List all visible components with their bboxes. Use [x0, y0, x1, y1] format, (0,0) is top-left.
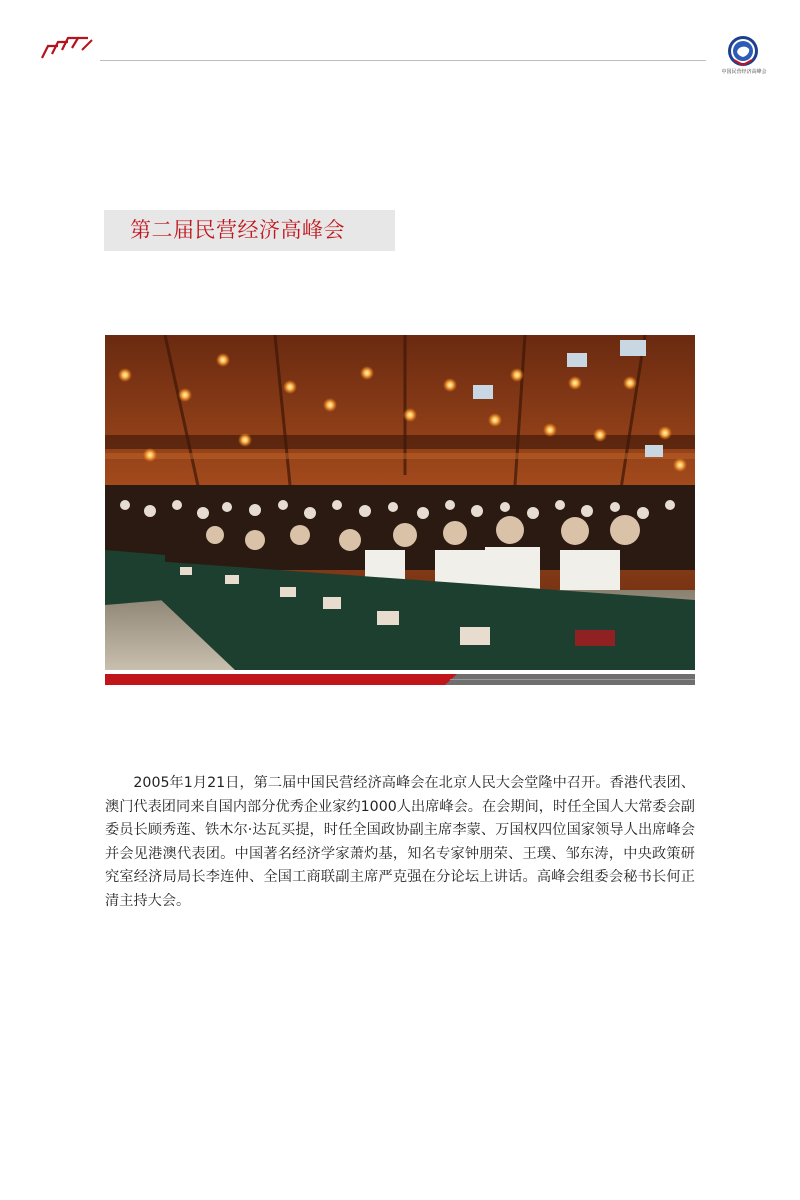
summit-emblem-icon — [726, 34, 760, 68]
conference-hall-photo — [105, 335, 695, 670]
publisher-logo-icon — [38, 36, 94, 72]
article-paragraph: 2005年1月21日，第二届中国民营经济高峰会在北京人民大会堂隆中召开。香港代表团、澳门代表团同来自国内部分优秀企业家约1000人出席峰会。在会期间，时任全国人大常委会副委员长顾秀莲、铁木尔·达瓦买提，时任全国政协副主席李蒙、万国权四位国家领导人出席峰会并会见港澳代表团。中国著名经济学家萧灼基，知名专家钟朋荣、王璞、邹东涛，中央政策研究室经济局局长李连仲、全国工商联副主席严克强在分论坛上讲话。高峰会组委会秘书长何正清主持大会。 — [105, 775, 695, 909]
accent-bar-red — [105, 674, 457, 685]
section-title: 第二届民营经济高峰会 — [130, 218, 345, 242]
header-rule — [100, 60, 706, 61]
section-title-box — [104, 210, 395, 251]
summit-emblem-caption: 中国民营经济高峰会 — [721, 69, 767, 75]
accent-bar-highlight — [450, 679, 695, 680]
